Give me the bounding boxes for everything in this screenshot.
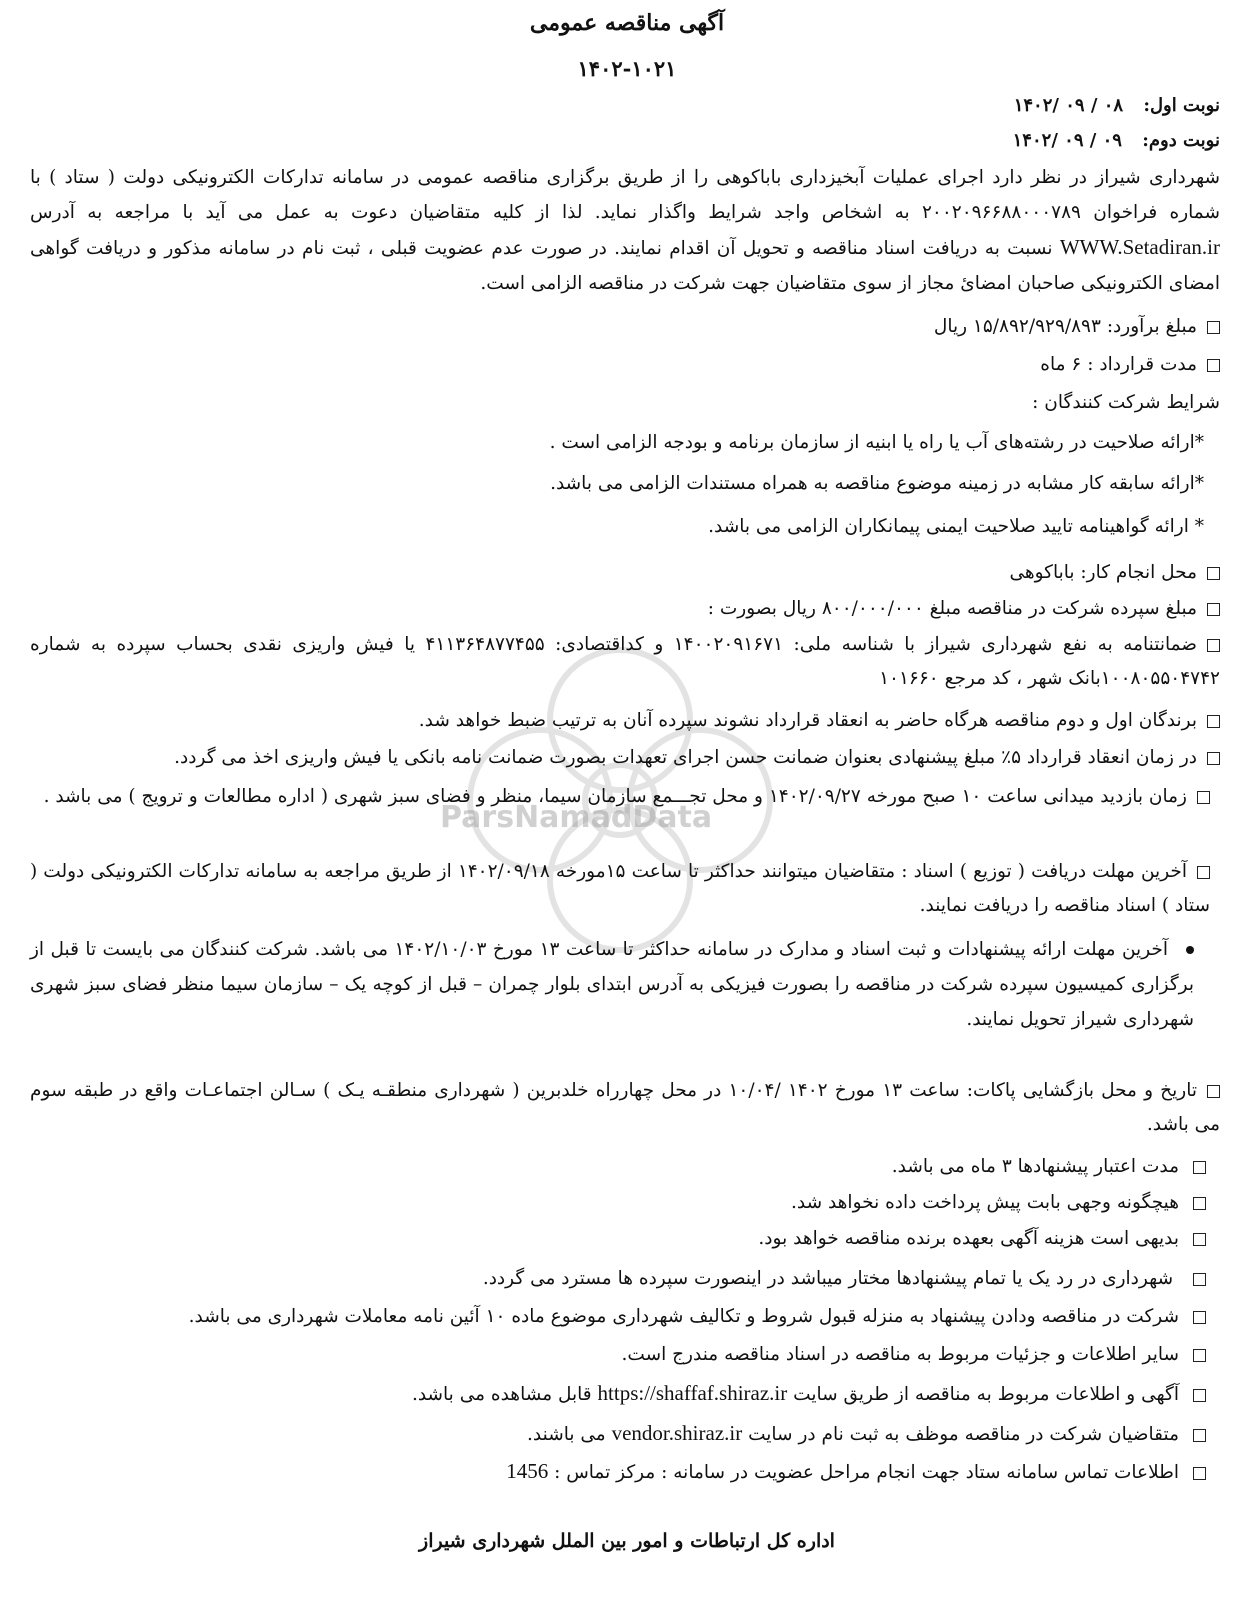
notice-number: ۱۴۰۲-۱۰۲۱ (577, 56, 677, 81)
notice-title: آگهی مناقصه عمومی (529, 10, 725, 36)
checkbox-bullet-icon (1207, 567, 1220, 580)
checkbox-bullet-icon (1193, 1197, 1206, 1210)
note-8 (30, 1416, 1206, 1452)
location-line (30, 556, 1220, 590)
winners-text: برندگان اول و دوم مناقصه هرگاه حاضر به انعقاد قرارداد نشوند سپرده آنان به ترتیب ضبط خواهد شد. (418, 710, 1197, 731)
note-3 (30, 1222, 1206, 1256)
note-2 (30, 1186, 1206, 1220)
watermark-brand: ParsNamadData (440, 800, 713, 835)
note-6 (30, 1338, 1206, 1372)
note-6-text: سایر اطلاعات و جزئیات مربوط به مناقصه در اسناد مناقصه مندرج است. (621, 1344, 1179, 1365)
note-4-text: شهرداری در رد یک یا تمام پیشنهادها مختار میباشد در اینصورت سپرده ها مسترد می گردد. (482, 1268, 1179, 1289)
second-round-label: نوبت دوم: (1142, 130, 1220, 151)
condition-3: * ارائه گواهینامه تایید صلاحیت ایمنی پیمانکاران الزامی می باشد. (708, 516, 1204, 537)
receive-text: آخرین مهلت دریافت ( توزیع ) اسناد : متقاضیان میتوانند حداکثر تا ساعت ۱۵مورخه ۱۴۰۲/۰۹/۱۸ از طریق مراجعه به سامانه تدارکات الکترونیکی دولت ( ستاد ) اسناد مناقصه را دریافت نمایند. (30, 861, 1210, 916)
deposit-line (30, 592, 1220, 626)
second-round-date: ۰۹ / ۰۹ /۱۴۰۲ (1012, 130, 1122, 151)
bullet-dot-icon (1186, 946, 1194, 954)
conditions-title: شرایط شرکت کنندگان : (1032, 392, 1220, 413)
intro-paragraph (30, 160, 1220, 301)
checkbox-bullet-icon (1193, 1273, 1206, 1286)
first-round-label: نوبت اول: (1143, 95, 1220, 116)
note-1-text: مدت اعتبار پیشنهادها ۳ ماه می باشد. (891, 1156, 1179, 1177)
visit-line (30, 780, 1210, 814)
location-text: محل انجام کار: باباکوهی (1009, 562, 1197, 583)
opening-line (30, 1074, 1220, 1142)
intro-text-1: شهرداری شیراز در نظر دارد اجرای عملیات آبخیزداری باباکوهی را از طریق برگزاری مناقصه عمومی در سامانه تدارکات الکترونیکی دولت ( ستاد ) با شماره فراخوان ۲۰۰۲۰۹۶۶۸۸۰۰۰۷۸۹ به اشخاص واجد شرایط واگذار نماید. لذا از کلیه متقاضیان دعوت به عمل می آید با مراجعه به آدرس (30, 167, 1220, 223)
checkbox-bullet-icon (1207, 752, 1220, 765)
note-1 (30, 1150, 1206, 1184)
second-round (1013, 130, 1220, 151)
checkbox-bullet-icon (1193, 1233, 1206, 1246)
performance-text: در زمان انعقاد قرارداد ۵٪ مبلغ پیشنهادی بعنوان ضمانت حسن اجرای تعهدات بصورت ضمانت نامه بانکی یا فیش واریزی اخذ می گردد. (174, 747, 1197, 768)
note-2-text: هیچگونه وجهی بابت پیش پرداخت داده نخواهد شد. (790, 1192, 1179, 1213)
duration-text: مدت قرارداد : ۶ ماه (1040, 354, 1197, 375)
note-7 (30, 1376, 1206, 1412)
submit-line (30, 932, 1194, 1037)
checkbox-bullet-icon (1207, 603, 1220, 616)
note-7-tail: قابل مشاهده می باشد. (411, 1384, 592, 1405)
checkbox-bullet-icon (1193, 1349, 1206, 1362)
intro-text-2: نسبت به دریافت اسناد مناقصه و تحویل آن اقدام نمایند. در صورت عدم عضویت قبلی ، ثبت نام در سامانه مذکور و دریافت گواهی امضای الکترونیکی صاحبان امضائ مجاز از سوی متقاضیان جهت شرکت در مناقصه الزامی است. (30, 238, 1220, 294)
guarantee-text: ضمانتنامه به نفع شهرداری شیراز با شناسه ملی: ۱۴۰۰۲۰۹۱۶۷۱ و کداقتصادی: ۴۱۱۳۶۴۸۷۷۴۵۵ یا فیش واریزی نقدی بحساب سپرده به شماره ۱۰۰۸۰۵۵۰۴۷۴۲بانک شهر ، کد مرجع ۱۰۱۶۶۰ (30, 634, 1220, 689)
guarantee-line (30, 628, 1220, 696)
checkbox-bullet-icon (1207, 359, 1220, 372)
checkbox-bullet-icon (1207, 715, 1220, 728)
winners-line (30, 704, 1220, 738)
vendor-link[interactable]: vendor.shiraz.ir (611, 1421, 743, 1445)
checkbox-bullet-icon (1193, 1389, 1206, 1402)
note-5-text: شرکت در مناقصه ودادن پیشنهاد به منزله قبول شروط و تکالیف شهرداری موضوع ماده ۱۰ آئین نامه معاملات شهرداری می باشد. (188, 1306, 1179, 1327)
opening-text: تاریخ و محل بازگشایی پاکات: ساعت ۱۳ مورخ ۱۴۰۲ /۱۰/۰۴ در محل چهارراه خلدبرین ( شهرداری منطقـه یـک ) سـالن اجتماعـات واقع در طبقه سوم می باشد. (30, 1080, 1220, 1135)
note-4 (30, 1262, 1206, 1296)
condition-2: *ارائه سابقه کار مشابه در زمینه موضوع مناقصه به همراه مستندات الزامی می باشد. (550, 473, 1204, 494)
checkbox-bullet-icon (1193, 1311, 1206, 1324)
checkbox-bullet-icon (1197, 791, 1210, 804)
checkbox-bullet-icon (1207, 639, 1220, 652)
first-round-date: ۰۸ / ۰۹ /۱۴۰۲ (1013, 95, 1124, 116)
submit-text: آخرین مهلت ارائه پیشنهادات و ثبت اسناد و مدارک در سامانه حداکثر تا ساعت ۱۳ مورخ ۱۴۰۲/۱۰/۰۳ می باشد. شرکت کنندگان می بایست تا قبل از برگزاری کمیسیون سپرده شرکت در مناقصه را بصورت فیزیکی به آدرس ابتدای بلوار چمران – قبل از کوچه یک – سازمان سیما منظر فضای سبز شهری شهرداری شیراز تحویل نمایند. (30, 939, 1194, 1030)
note-3-text: بدیهی است هزینه آگهی بعهده برنده مناقصه خواهد بود. (758, 1228, 1179, 1249)
note-8-text: متقاضیان شرکت در مناقصه موظف به ثبت نام در سایت (748, 1424, 1179, 1445)
duration-line (30, 348, 1220, 382)
checkbox-bullet-icon (1193, 1467, 1206, 1480)
deposit-text: مبلغ سپرده شرکت در مناقصه مبلغ ۸۰۰/۰۰۰/۰۰۰ ریال بصورت : (707, 598, 1197, 619)
setadiran-link[interactable]: WWW.Setadiran.ir (1059, 235, 1220, 259)
note-5 (30, 1300, 1206, 1334)
shaffaf-link[interactable]: https://shaffaf.shiraz.ir (597, 1381, 788, 1405)
budget-text: مبلغ برآورد: ۱۵/۸۹۲/۹۲۹/۸۹۳ ریال (933, 316, 1197, 337)
footer-signature: اداره کل ارتباطات و امور بین الملل شهرداری شیراز (419, 1530, 835, 1552)
performance-line (30, 741, 1220, 775)
note-9 (30, 1454, 1206, 1490)
checkbox-bullet-icon (1207, 1085, 1220, 1098)
checkbox-bullet-icon (1207, 321, 1220, 334)
note-9-text: اطلاعات تماس سامانه ستاد جهت انجام مراحل عضویت در سامانه : مرکز تماس : (554, 1462, 1179, 1483)
first-round (1014, 95, 1220, 116)
note-8-tail: می باشند. (527, 1424, 606, 1445)
contact-number: 1456 (506, 1459, 549, 1483)
note-7-text: آگهی و اطلاعات مربوط به مناقصه از طریق سایت (793, 1384, 1179, 1405)
checkbox-bullet-icon (1197, 866, 1210, 879)
receive-line (30, 855, 1210, 923)
checkbox-bullet-icon (1193, 1429, 1206, 1442)
budget-line (30, 310, 1220, 344)
visit-text: زمان بازدید میدانی ساعت ۱۰ صبح مورخه ۱۴۰۲/۰۹/۲۷ و محل تجـــمع سازمان سیما، منظر و فضای سبز شهری ( اداره مطالعات و ترویج ) می باشد . (43, 786, 1187, 807)
condition-1: *ارائه صلاحیت در رشته‌های آب یا راه یا ابنیه از سازمان برنامه و بودجه الزامی است . (549, 432, 1204, 453)
checkbox-bullet-icon (1193, 1161, 1206, 1174)
